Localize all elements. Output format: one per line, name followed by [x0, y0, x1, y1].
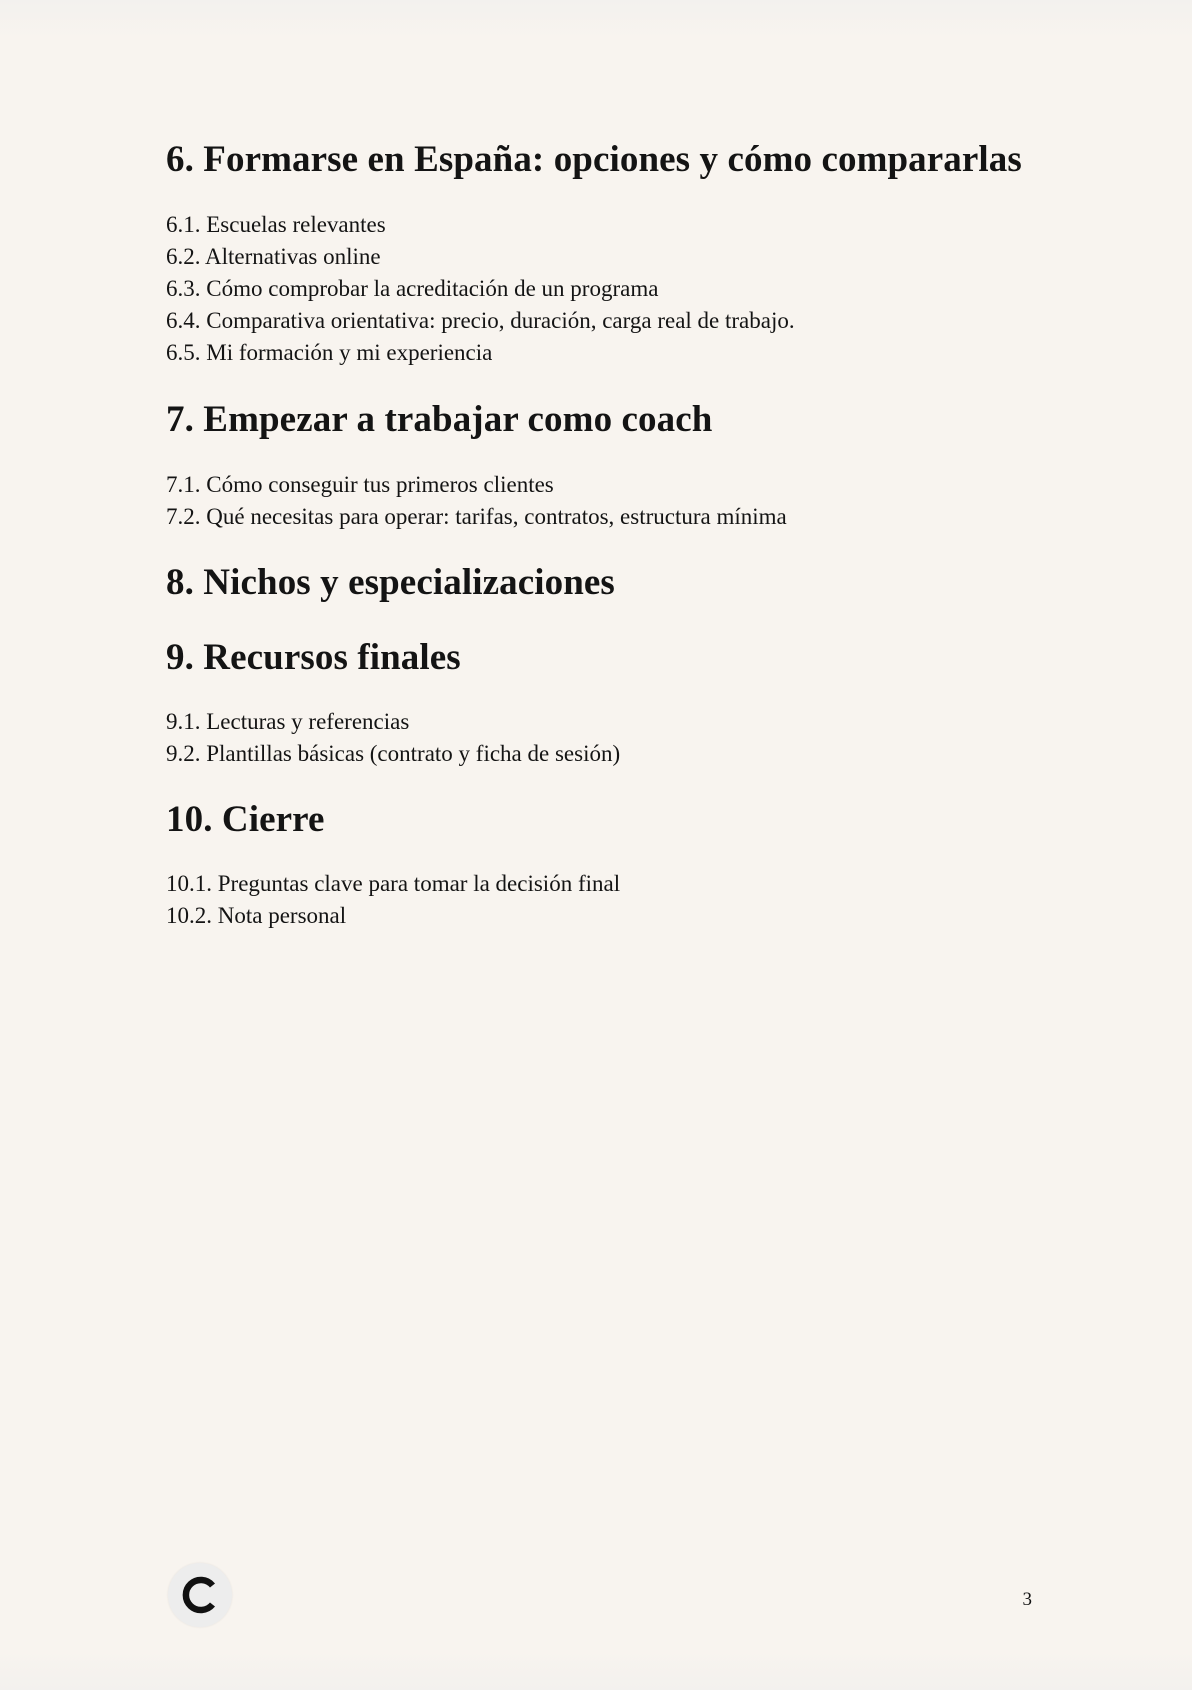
toc-section-8 [166, 557, 1046, 609]
section-heading: 8. Nichos y especializaciones [166, 562, 615, 603]
toc-section-7 [166, 394, 1046, 533]
page-number: 3 [1022, 1589, 1032, 1610]
section-heading: 9. Recursos finales [166, 637, 461, 678]
toc-item: 6.4. Comparativa orientativa: precio, duración, carga real de trabajo. [166, 308, 795, 333]
subsection-list [166, 706, 1046, 770]
subsection-list [166, 469, 1046, 533]
subsection-list [166, 209, 1046, 369]
section-heading: 10. Cierre [166, 799, 325, 840]
toc-item: 9.1. Lecturas y referencias [166, 709, 410, 734]
section-heading: 7. Empezar a trabajar como coach [166, 399, 713, 440]
toc-section-10 [166, 794, 1046, 932]
toc-item: 6.1. Escuelas relevantes [166, 212, 386, 237]
section-heading: 6. Formarse en España: opciones y cómo compararlas [166, 139, 1022, 180]
table-of-contents [166, 134, 1046, 932]
toc-section-6 [166, 134, 1046, 369]
c-logo-icon [168, 1563, 232, 1627]
subsection-list [166, 868, 1046, 932]
toc-item: 9.2. Plantillas básicas (contrato y ficha de sesión) [166, 741, 621, 766]
toc-item: 10.1. Preguntas clave para tomar la decisión final [166, 871, 621, 896]
toc-section-9 [166, 632, 1046, 770]
c-logo-glyph [168, 1563, 232, 1627]
toc-item: 7.1. Cómo conseguir tus primeros clientes [166, 472, 554, 497]
toc-item: 6.3. Cómo comprobar la acreditación de un programa [166, 276, 659, 301]
toc-item: 6.5. Mi formación y mi experiencia [166, 340, 493, 365]
toc-item: 7.2. Qué necesitas para operar: tarifas, contratos, estructura mínima [166, 504, 787, 529]
toc-item: 10.2. Nota personal [166, 903, 347, 928]
toc-item: 6.2. Alternativas online [166, 244, 381, 269]
